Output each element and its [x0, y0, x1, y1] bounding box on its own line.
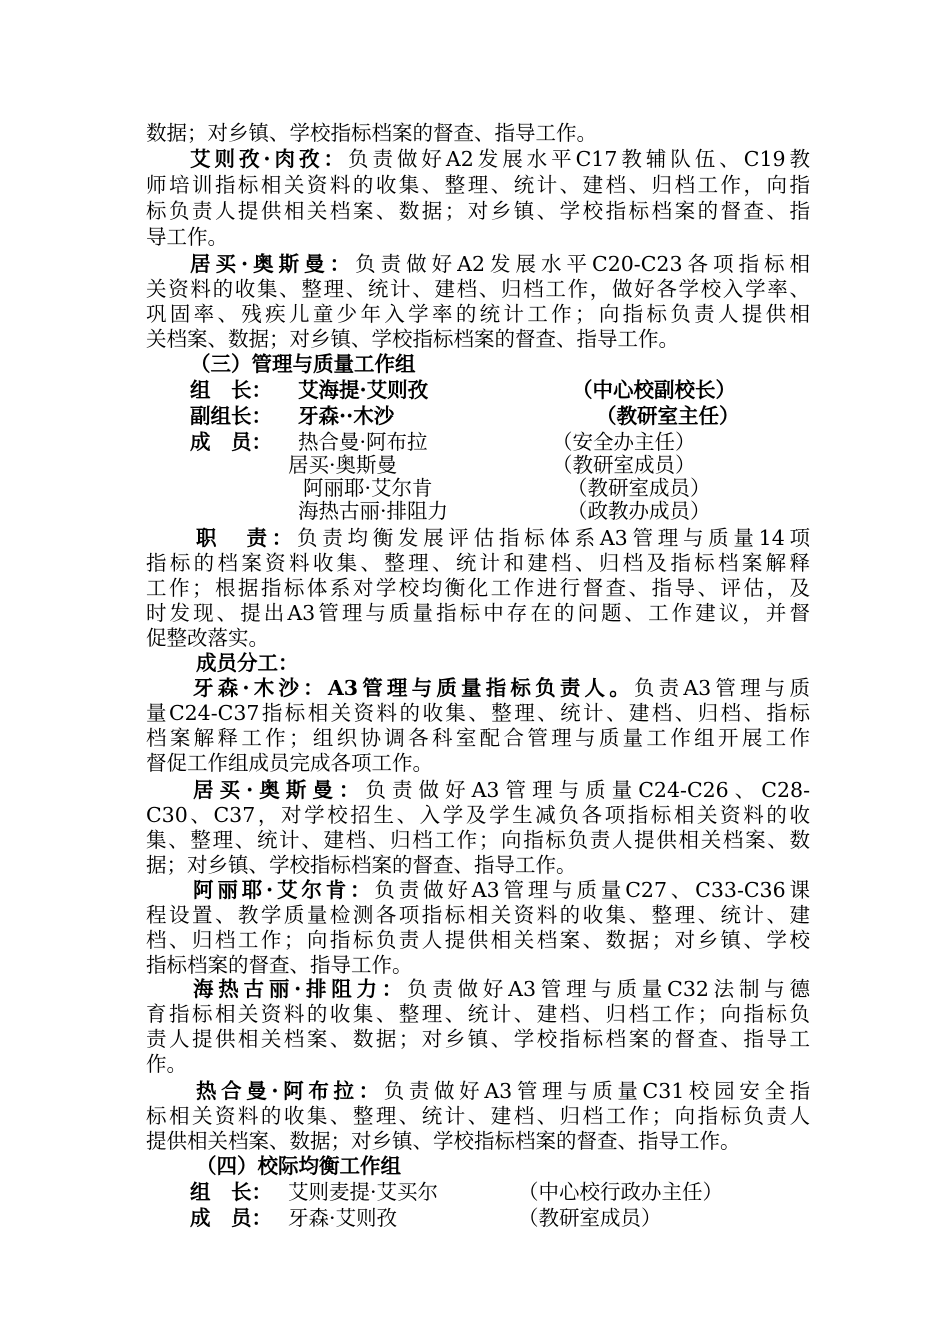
member-role: （教研室成员） [567, 476, 711, 500]
duty-label: 职 责： [196, 526, 297, 550]
deputy-name: 牙森··木沙 [298, 404, 395, 428]
text-line: 数据；对乡镇、学校指标档案的督查、指导工作。 [146, 121, 597, 145]
member-name: 阿丽耶·艾尔肯 [303, 476, 433, 500]
leader-label: 组 长： [190, 378, 272, 402]
member-role: （教研室成员） [518, 1206, 662, 1230]
duty-paragraph-start: 海热古丽·排阻力：负责做好A3管理与质量C32法制与德 [193, 977, 810, 1001]
text-line: 程设置、教学质量检测各项指标相关资料的收集、整理、统计、建 [146, 903, 810, 927]
member-name: 艾则孜·肉孜： [190, 147, 348, 171]
text-line: 指标的档案资料收集、整理、统计和建档、归档及指标档案解释 [146, 551, 810, 575]
text-line: 时发现、提出A3管理与质量指标中存在的问题、工作建议，并督 [146, 601, 810, 625]
text-line: 导工作。 [146, 225, 228, 249]
text-line: 师培训指标相关资料的收集、整理、统计、建档、归档工作，向指 [146, 173, 810, 197]
text-line: 提供相关档案、数据；对乡镇、学校指标档案的督查、指导工作。 [146, 1129, 741, 1153]
member-name: 阿丽耶·艾尔肯： [193, 878, 375, 902]
deputy-role: （教研室主任） [596, 404, 740, 428]
member-role: （安全办主任） [552, 430, 696, 454]
text-line: 关资料的收集、整理、统计、建档、归档工作，做好各学校入学率、 [146, 277, 810, 301]
text-line: C30、C37，对学校招生、入学及学生减负各项指标相关资料的收 [146, 803, 810, 827]
text-line: 档、归档工作；向指标负责人提供相关档案、数据；对乡镇、学校 [146, 928, 810, 952]
text-line: 作。 [146, 1052, 187, 1076]
leader-role: （中心校行政办主任） [518, 1180, 723, 1204]
member-name: 居买·奥斯曼： [193, 778, 366, 802]
text-line: 巩固率、残疾儿童少年入学率的统计工作；向指标负责人提供相 [146, 302, 810, 326]
text-line: 档案解释工作；组织协调各科室配合管理与质量工作组开展工作 [146, 726, 810, 750]
member-name: 居买·奥斯曼： [190, 252, 356, 276]
member-role: （政教办成员） [567, 499, 711, 523]
text-line: 督促工作组成员完成各项工作。 [146, 751, 433, 775]
text-line: 工作；根据指标体系对学校均衡化工作进行督查、指导、评估，及 [146, 576, 810, 600]
member-name: 牙森·木沙： [193, 676, 328, 700]
member-name: 热合曼·阿布拉： [196, 1079, 384, 1103]
duty-paragraph-start: 热合曼·阿布拉：负责做好A3管理与质量C31校园安全指 [196, 1079, 810, 1103]
leader-name: 艾海提·艾则孜 [298, 378, 429, 402]
member-name: 热合曼·阿布拉 [298, 430, 428, 454]
section-heading: （四）校际均衡工作组 [196, 1154, 401, 1178]
member-name: 居买·奥斯曼 [288, 453, 398, 477]
members-label: 成 员： [190, 1206, 272, 1230]
duty-paragraph-start: 居买·奥斯曼：负责做好A3管理与质量C24-C26、C28- [193, 778, 810, 802]
text-line: 指标档案的督查、指导工作。 [146, 953, 413, 977]
text-line: 标相关资料的收集、整理、统计、建档、归档工作；向指标负责人 [146, 1104, 810, 1128]
text-line: 标负责人提供相关档案、数据；对乡镇、学校指标档案的督查、指 [146, 199, 810, 223]
text-line: 促整改落实。 [146, 626, 269, 650]
text-line: 集、整理、统计、建档、归档工作；向指标负责人提供相关档案、数 [146, 828, 810, 852]
members-label: 成 员： [190, 430, 272, 454]
text-line: 据；对乡镇、学校指标档案的督查、指导工作。 [146, 853, 577, 877]
leader-role: （中心校副校长） [572, 378, 736, 402]
duty-paragraph-start: 阿丽耶·艾尔肯：负责做好A3管理与质量C27、C33-C36课 [193, 878, 810, 902]
duty-paragraph-start: 职 责：负责均衡发展评估指标体系A3管理与质量14项 [196, 526, 810, 550]
duty-paragraph-start: 居买·奥斯曼：负责做好A2发展水平C20-C23各项指标相 [190, 252, 810, 276]
member-name: 海热古丽·排阻力 [298, 499, 449, 523]
division-label: 成员分工： [196, 651, 299, 675]
deputy-label: 副组长： [190, 404, 272, 428]
member-name: 牙森·艾则孜 [288, 1206, 398, 1230]
text-line: 量C24-C37指标相关资料的收集、整理、统计、建档、归档、指标 [146, 701, 810, 725]
leader-label: 组 长： [190, 1180, 272, 1204]
duty-paragraph-start: 牙森·木沙：A3管理与质量指标负责人。负责A3管理与质 [193, 676, 810, 700]
text-line: 关档案、数据；对乡镇、学校指标档案的督查、指导工作。 [146, 327, 679, 351]
member-role: （教研室成员） [552, 453, 696, 477]
text-line: 责人提供相关档案、数据；对乡镇、学校指标档案的督查、指导工 [146, 1027, 810, 1051]
duty-paragraph-start: 艾则孜·肉孜：负责做好A2发展水平C17教辅队伍、C19教 [190, 147, 811, 171]
text-line: 育指标相关资料的收集、整理、统计、建档、归档工作；向指标负 [146, 1002, 810, 1026]
section-heading: （三）管理与质量工作组 [190, 352, 416, 376]
member-name: 海热古丽·排阻力： [193, 977, 408, 1001]
leader-name: 艾则麦提·艾买尔 [288, 1180, 439, 1204]
